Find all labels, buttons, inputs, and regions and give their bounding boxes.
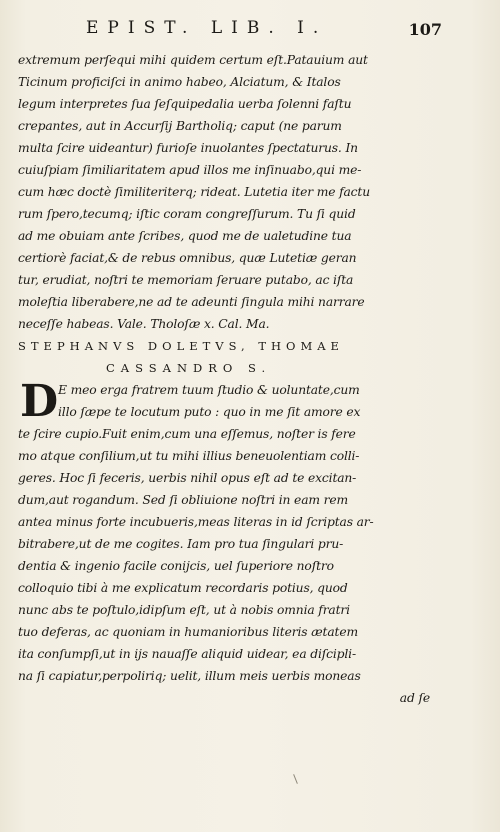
text-line: multa ſcire uideantur) furioſe inuolantes ſpectaturus. In <box>18 141 358 155</box>
text-line: dum,aut rogandum. Sed ſi obliuione noſtri in eam rem <box>18 493 349 507</box>
text-line: Ticinum proficiſci in animo habeo, Alciatum, & Italos <box>18 75 341 89</box>
text-line: moleſtia liberabere,ne ad te adeunti ſingula mihi narrare <box>18 295 365 309</box>
text-line: dentia & ingenio facile conijcis, uel ſuperiore noſtro <box>18 559 334 573</box>
text-line: cuiuſpiam ſimiliaritatem apud illos me inſinuabo,qui me- <box>18 163 362 177</box>
text-line: te ſcire cupio.Fuit enim,cum una eſſemus, noſter is fere <box>18 427 356 441</box>
text-line: cum hæc doctè ſimiliteriterq; rideat. Lutetia iter me factu <box>18 185 370 199</box>
text-line: crepantes, aut in Accurſij Bartholiq; caput (ne parum <box>18 119 342 133</box>
text-line: rum ſpero,tecumq; iſtic coram congreſſurum. Tu ſi quid <box>18 207 356 221</box>
text-line: geres. Hoc ſi feceris, uerbis nihil opus eſt ad te excitan- <box>18 471 357 485</box>
letter-2-text <box>18 376 430 709</box>
stray-ink-mark <box>293 774 298 784</box>
drop-cap: D <box>20 376 59 427</box>
text-line: ita conſumpſi,ut in ijs nauaſſe aliquid uidear, ea diſcipli- <box>18 647 356 661</box>
text-line: bitrabere,ut de me cogites. Iam pro tua ſingulari pru- <box>18 537 344 551</box>
letter-1-text <box>18 49 430 335</box>
letter-2-heading-salutation: CASSANDRO S. <box>106 361 272 375</box>
catchword: ad ſe <box>399 691 430 705</box>
text-line: legum interpretes ſua ſeſquipedalia uerba ſolenni faſtu <box>18 97 352 111</box>
running-head: EPIST. LIB. I. <box>86 18 328 38</box>
text-line: colloquio tibi à me explicatum recordaris potius, quod <box>18 581 348 595</box>
text-line: certiorè faciat,& de rebus omnibus, quæ Lutetiæ geran <box>18 251 357 265</box>
text-line: ad me obuiam ante ſcribes, quod me de ualetudine tua <box>18 229 352 243</box>
text-line: tuo deferas, ac quoniam in humanioribus literis ætatem <box>18 625 358 639</box>
letter-2-heading: STEPHANVS DOLETVS, THOMAE <box>18 339 344 353</box>
text-line: E meo erga fratrem tuum ſtudio & uoluntate,cum <box>58 383 360 397</box>
text-line: antea minus forte incubueris,meas literas in id ſcriptas ar- <box>18 515 374 529</box>
text-line: tur, erudiat, noſtri te memoriam ſeruare putabo, ac iſta <box>18 273 354 287</box>
text-line: extremum perſequi mihi quidem certum eſt.Patauium aut <box>18 53 368 67</box>
text-line: nunc abs te poſtulo,idipſum eſt, ut à nobis omnia fratri <box>18 603 350 617</box>
text-line: neceſſe habeas. Vale. Tholoſæ x. Cal. Ma. <box>18 317 270 331</box>
text-line: mo atque conſilium,ut tu mihi illius beneuolentiam colli- <box>18 449 360 463</box>
text-line: na ſi capiatur,perpoliriq; uelit, illum meis uerbis moneas <box>18 669 361 683</box>
text-line: illo ſæpe te locutum puto : quo in me ſit amore ex <box>58 405 361 419</box>
page-number: 107 <box>408 20 442 39</box>
page-body <box>18 49 430 709</box>
